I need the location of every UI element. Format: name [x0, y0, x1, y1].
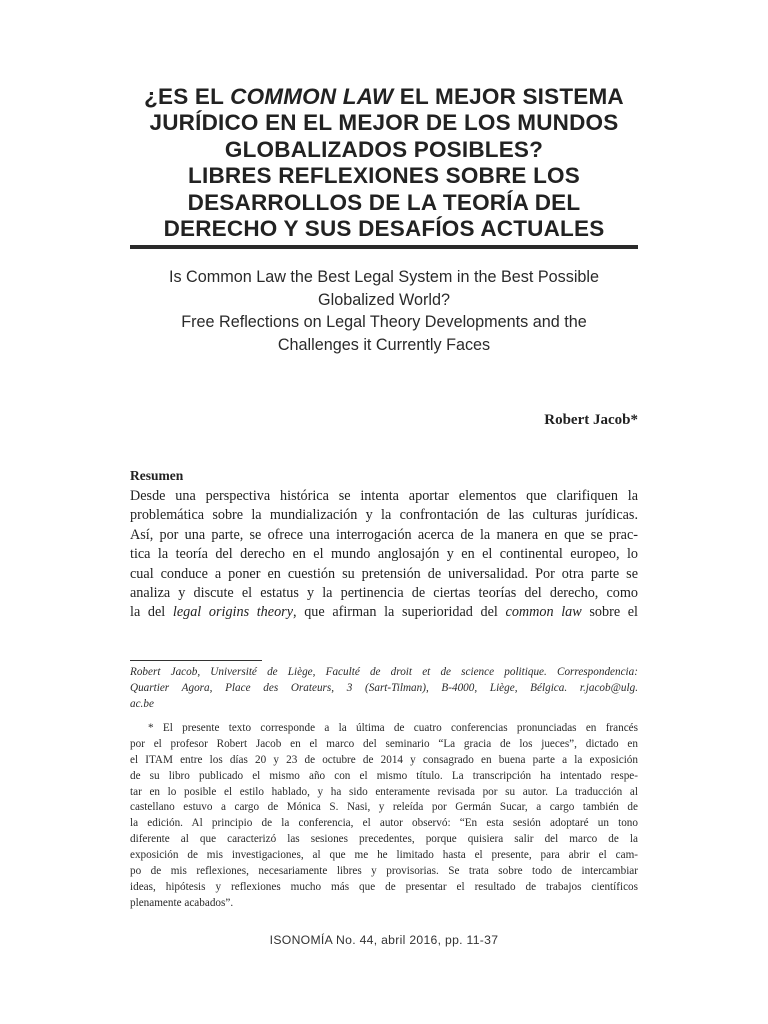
footnote-line: plenamente acabados”.	[130, 896, 234, 909]
title-en-line: Is Common Law the Best Legal System in the Best Possible	[168, 268, 600, 286]
title-es-line: GLOBALIZADOS POSIBLES?	[224, 136, 544, 162]
title-en-line: Challenges it Currently Faces	[277, 335, 491, 354]
affiliation-line: ac.be	[130, 698, 154, 710]
footnote-line: tar en lo posible el estilo hablado, y ha sido enteramente revisada por su autor. La traducción al	[130, 785, 638, 798]
title-es-line: DESARROLLOS DE LA TEORÍA DEL	[187, 189, 581, 215]
affiliation-line: Quartier Agora, Place des Orateurs, 3 (Sart-Tilman), B-4000, Liège, Bélgica. r.jacob@ulg.	[130, 682, 638, 694]
abstract-line: la del legal origins theory, que afirman la superioridad del common law sobre el	[130, 604, 638, 621]
footnote-line: la edición. Al principio de la conferencia, el autor observó: “En esta sesión adoptaré un tono	[130, 817, 638, 830]
title-es-line: LIBRES REFLEXIONES SOBRE LOS	[188, 163, 580, 189]
abstract-line: Así, por una parte, se ofrece una interrogación acerca de la manera en que se prac-	[130, 526, 638, 543]
abstract-line: analiza y discute el estatus y la pertinencia de ciertas teorías del derecho, como	[130, 584, 638, 601]
abstract-line: Desde una perspectiva histórica se intenta aportar elementos que clarifiquen la	[130, 488, 638, 504]
title-en-line: Globalized World?	[318, 290, 450, 309]
journal-footer: ISONOMÍA No. 44, abril 2016, pp. 11-37	[269, 933, 499, 947]
title-es-line: ¿ES EL COMMON LAW EL MEJOR SISTEMA	[144, 84, 624, 109]
footnote-line: de su libro publicado el mismo año con el mismo título. La transcripción ha intentado respe-	[130, 769, 638, 782]
footnote-divider	[130, 660, 262, 661]
footnote-line: castellano estuvo a cargo de Mónica S. Nasi, y releída por Germán Sucar, a cargo también de	[130, 801, 638, 814]
abstract-line: problemática sobre la mundialización y la confrontación de las culturas jurídicas.	[130, 507, 638, 524]
title-es-line: DERECHO Y SUS DESAFÍOS ACTUALES	[163, 216, 605, 242]
footnote-line: ideas, hipótesis y reflexiones mucho más que de presentar el resultado de trabajos científicos	[130, 880, 638, 893]
title-en-line: Free Reflections on Legal Theory Developments and the	[181, 313, 587, 331]
title-italic-term: COMMON LAW	[230, 84, 394, 109]
footnote-line: por el profesor Robert Jacob en el marco del seminario “La gracia de los jueces”, dictado en	[130, 737, 638, 750]
author-affiliation	[130, 664, 638, 712]
article-title-spanish	[130, 84, 638, 242]
article-title-english	[130, 266, 638, 356]
footnote	[130, 721, 638, 912]
title-es-line: JURÍDICO EN EL MEJOR DE LOS MUNDOS	[149, 110, 619, 136]
footnote-line: po de mis reflexiones, necesariamente libres y provisorias. Se trata sobre todo de intercambiar	[130, 865, 638, 878]
title-divider	[130, 245, 638, 249]
abstract-heading: Resumen	[130, 468, 184, 483]
footnote-line: * El presente texto corresponde a la última de cuatro conferencias pronunciadas en francés	[148, 722, 638, 734]
footnote-line: exposición de mis investigaciones, al que me he limitado hasta el presente, para abrir el cam-	[130, 849, 638, 862]
abstract-line: tica la teoría del derecho en el mundo anglosajón y en el continental europeo, lo	[130, 546, 638, 563]
affiliation-line: Robert Jacob, Université de Liège, Faculté de droit et de science politique. Correspondencia:	[130, 666, 638, 678]
abstract-body	[130, 487, 638, 623]
author-name: Robert Jacob*	[544, 412, 638, 428]
footnote-line: diferente al que caracterizó las sesiones precedentes, porque quisiera salir del marco de la	[130, 833, 638, 846]
footnote-line: el ITAM entre los días 20 y 23 de octubre de 2014 y consagrado en buena parte a la exposición	[130, 753, 638, 766]
abstract-line: cual conduce a poner en cuestión su pretensión de universalidad. Por otra parte se	[130, 565, 638, 582]
